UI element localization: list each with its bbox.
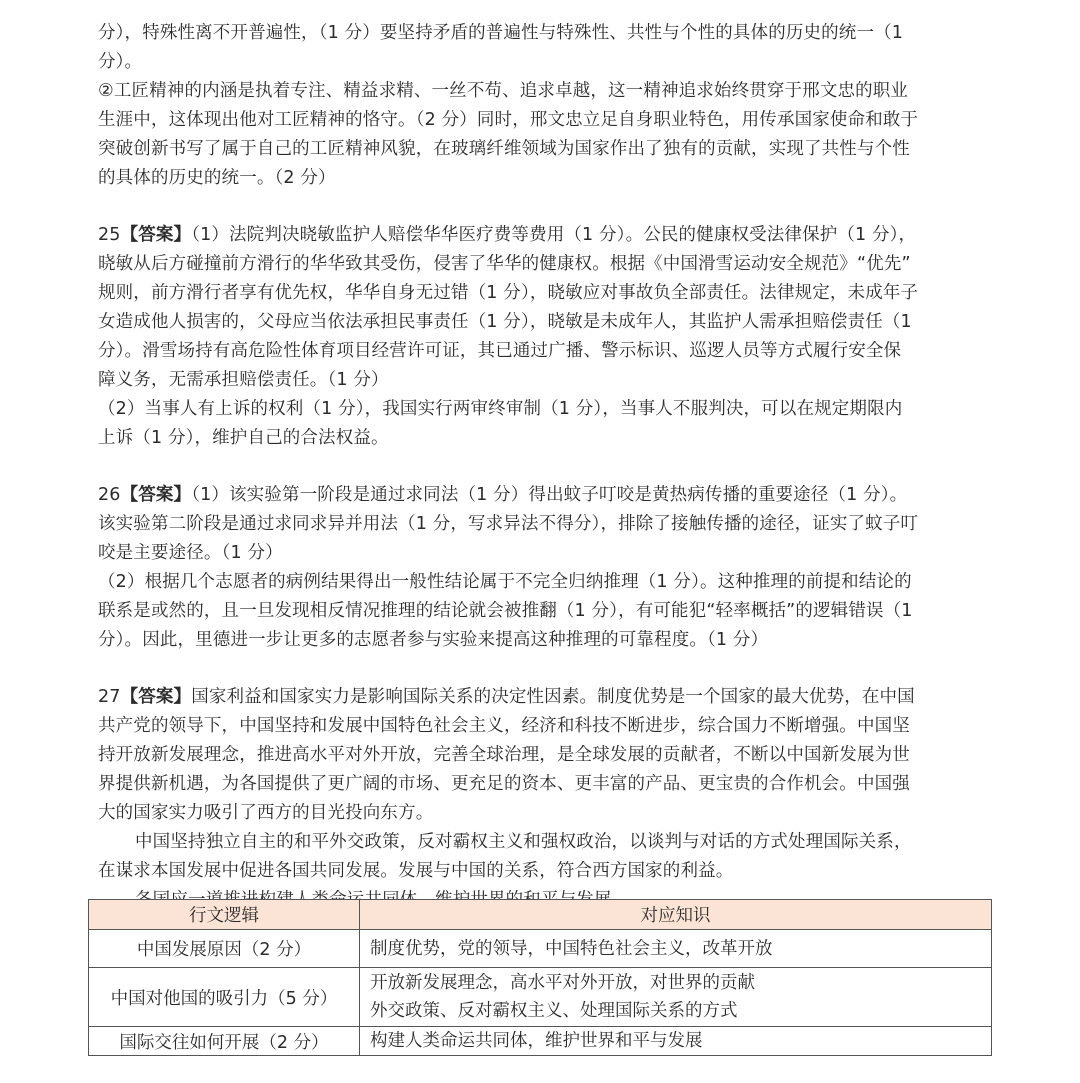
answer-text: （1）该实验第一阶段是通过求同法（1 分）得出蚊子叮咬是黄热病传播的重要途径（1 分）。 bbox=[191, 485, 908, 505]
table-cell-logic: 中国对他国的吸引力（5 分） bbox=[89, 968, 360, 1027]
answer-first-line bbox=[98, 683, 998, 712]
answer-tag: 【答案】 bbox=[120, 225, 192, 245]
table-row bbox=[89, 968, 992, 1027]
knowledge-line: 开放新发展理念，高水平对外开放，对世界的贡献 bbox=[370, 973, 755, 993]
section-gap bbox=[98, 453, 998, 481]
text-line: （2）当事人有上诉的权利（1 分），我国实行两审终审制（1 分），当事人不服判决，可以在规定期限内 bbox=[98, 399, 903, 419]
table-header-knowledge: 对应知识 bbox=[360, 900, 992, 930]
answer-25 bbox=[98, 221, 998, 453]
text-line: 生涯中，这体现出他对工匠精神的恪守。（2 分）同时，邢文忠立足自身职业特色，用传承国家使命和敢于 bbox=[98, 110, 919, 130]
table-cell-knowledge bbox=[360, 930, 992, 968]
text-line: 分）。 bbox=[98, 52, 143, 72]
text-line: 共产党的领导下，中国坚持和发展中国特色社会主义，经济和科技不断进步，综合国力不断增强。中国坚 bbox=[98, 716, 910, 736]
text-line: 大的国家实力吸引了西方的目光投向东方。 bbox=[98, 803, 434, 823]
text-line: 该实验第二阶段是通过求同求异并用法（1 分，写求异法不得分），排除了接触传播的途径，证实了蚊子叮 bbox=[98, 514, 919, 534]
text-line: 上诉（1 分），维护自己的合法权益。 bbox=[98, 428, 389, 448]
text-line: 持开放新发展理念，推进高水平对外开放，完善全球治理，是全球发展的贡献者，不断以中国新发展为世 bbox=[98, 745, 910, 765]
answer-tag: 【答案】 bbox=[120, 485, 192, 505]
text-line: 的具体的历史的统一。（2 分） bbox=[98, 168, 336, 188]
text-line: 分）。滑雪场持有高危险性体育项目经营许可证，其已通过广播、警示标识、巡逻人员等方式履行安全保 bbox=[98, 341, 902, 361]
answer-document bbox=[98, 19, 998, 915]
logic-table bbox=[88, 899, 992, 1056]
text-line: 联系是或然的，且一旦发现相反情况推理的结论就会被推翻（1 分），有可能犯“轻率概括”的逻辑错误（1 bbox=[98, 601, 913, 621]
text-line: 分）。因此，里德进一步让更多的志愿者参与实验来提高这种推理的可靠程度。（1 分） bbox=[98, 630, 769, 650]
answer-27 bbox=[98, 683, 998, 915]
text-line: （2）根据几个志愿者的病例结果得出一般性结论属于不完全归纳推理（1 分）。这种推理的前提和结论的 bbox=[98, 572, 912, 592]
question-number: 25 bbox=[98, 225, 121, 245]
section-gap bbox=[98, 655, 998, 683]
knowledge-line: 构建人类命运共同体，维护世界和平与发展 bbox=[370, 1031, 703, 1051]
text-line: 突破创新书写了属于自己的工匠精神风貌，在玻璃纤维领域为国家作出了独有的贡献，实现了共性与个性 bbox=[98, 139, 910, 159]
text-line: 在谋求本国发展中促进各国共同发展。发展与中国的关系，符合西方国家的利益。 bbox=[98, 861, 734, 881]
answer-text: 国家利益和国家实力是影响国际关系的决定性因素。制度优势是一个国家的最大优势，在中国 bbox=[191, 687, 915, 707]
section-gap bbox=[98, 193, 998, 221]
table-cell-logic: 中国发展原因（2 分） bbox=[89, 930, 360, 968]
answer-first-line bbox=[98, 221, 998, 250]
question-number: 27 bbox=[98, 687, 121, 707]
answer-tag: 【答案】 bbox=[120, 687, 192, 707]
knowledge-line: 外交政策、反对霸权主义、处理国际关系的方式 bbox=[370, 1001, 738, 1021]
text-line: 中国坚持独立自主的和平外交政策，反对霸权主义和强权政治，以谈判与对话的方式处理国际关系， bbox=[135, 832, 912, 852]
knowledge-line: 制度优势，党的领导，中国特色社会主义，改革开放 bbox=[370, 938, 773, 959]
answer-26 bbox=[98, 481, 998, 655]
text-line: 分），特殊性离不开普遍性，（1 分）要坚持矛盾的普遍性与特殊性、共性与个性的具体的历史的统一（1 bbox=[98, 23, 904, 43]
text-line: 界提供新机遇，为各国提供了更广阔的市场、更充足的资本、更丰富的产品、更宝贵的合作机会。中国强 bbox=[98, 774, 910, 794]
intro-section bbox=[98, 19, 998, 193]
text-line: 规则，前方滑行者享有优先权，华华自身无过错（1 分），晓敏应对事故负全部责任。法律规定，未成年子 bbox=[98, 283, 919, 303]
table-row bbox=[89, 1027, 992, 1056]
table-row bbox=[89, 930, 992, 968]
table-cell-knowledge bbox=[360, 968, 992, 1027]
table-header-logic: 行文逻辑 bbox=[89, 900, 360, 930]
text-line: ②工匠精神的内涵是执着专注、精益求精、一丝不苟、追求卓越，这一精神追求始终贯穿于邢文忠的职业 bbox=[98, 81, 909, 101]
text-line: 晓敏从后方碰撞前方滑行的华华致其受伤，侵害了华华的健康权。根据《中国滑雪运动安全规范》“优先” bbox=[98, 254, 911, 274]
text-line: 障义务，无需承担赔偿责任。（1 分） bbox=[98, 370, 389, 390]
question-number: 26 bbox=[98, 485, 121, 505]
table-cell-logic: 国际交往如何开展（2 分） bbox=[89, 1027, 360, 1056]
answer-text: （1）法院判决晓敏监护人赔偿华华医疗费等费用（1 分）。公民的健康权受法律保护（1 分）， bbox=[191, 225, 917, 245]
table-header-row bbox=[89, 900, 992, 930]
text-line: 女造成他人损害的，父母应当依法承担民事责任（1 分），晓敏是未成年人，其监护人需承担赔偿责任（1 bbox=[98, 312, 912, 332]
table-cell-knowledge bbox=[360, 1027, 992, 1056]
answer-first-line bbox=[98, 481, 998, 510]
text-line: 咬是主要途径。（1 分） bbox=[98, 543, 283, 563]
